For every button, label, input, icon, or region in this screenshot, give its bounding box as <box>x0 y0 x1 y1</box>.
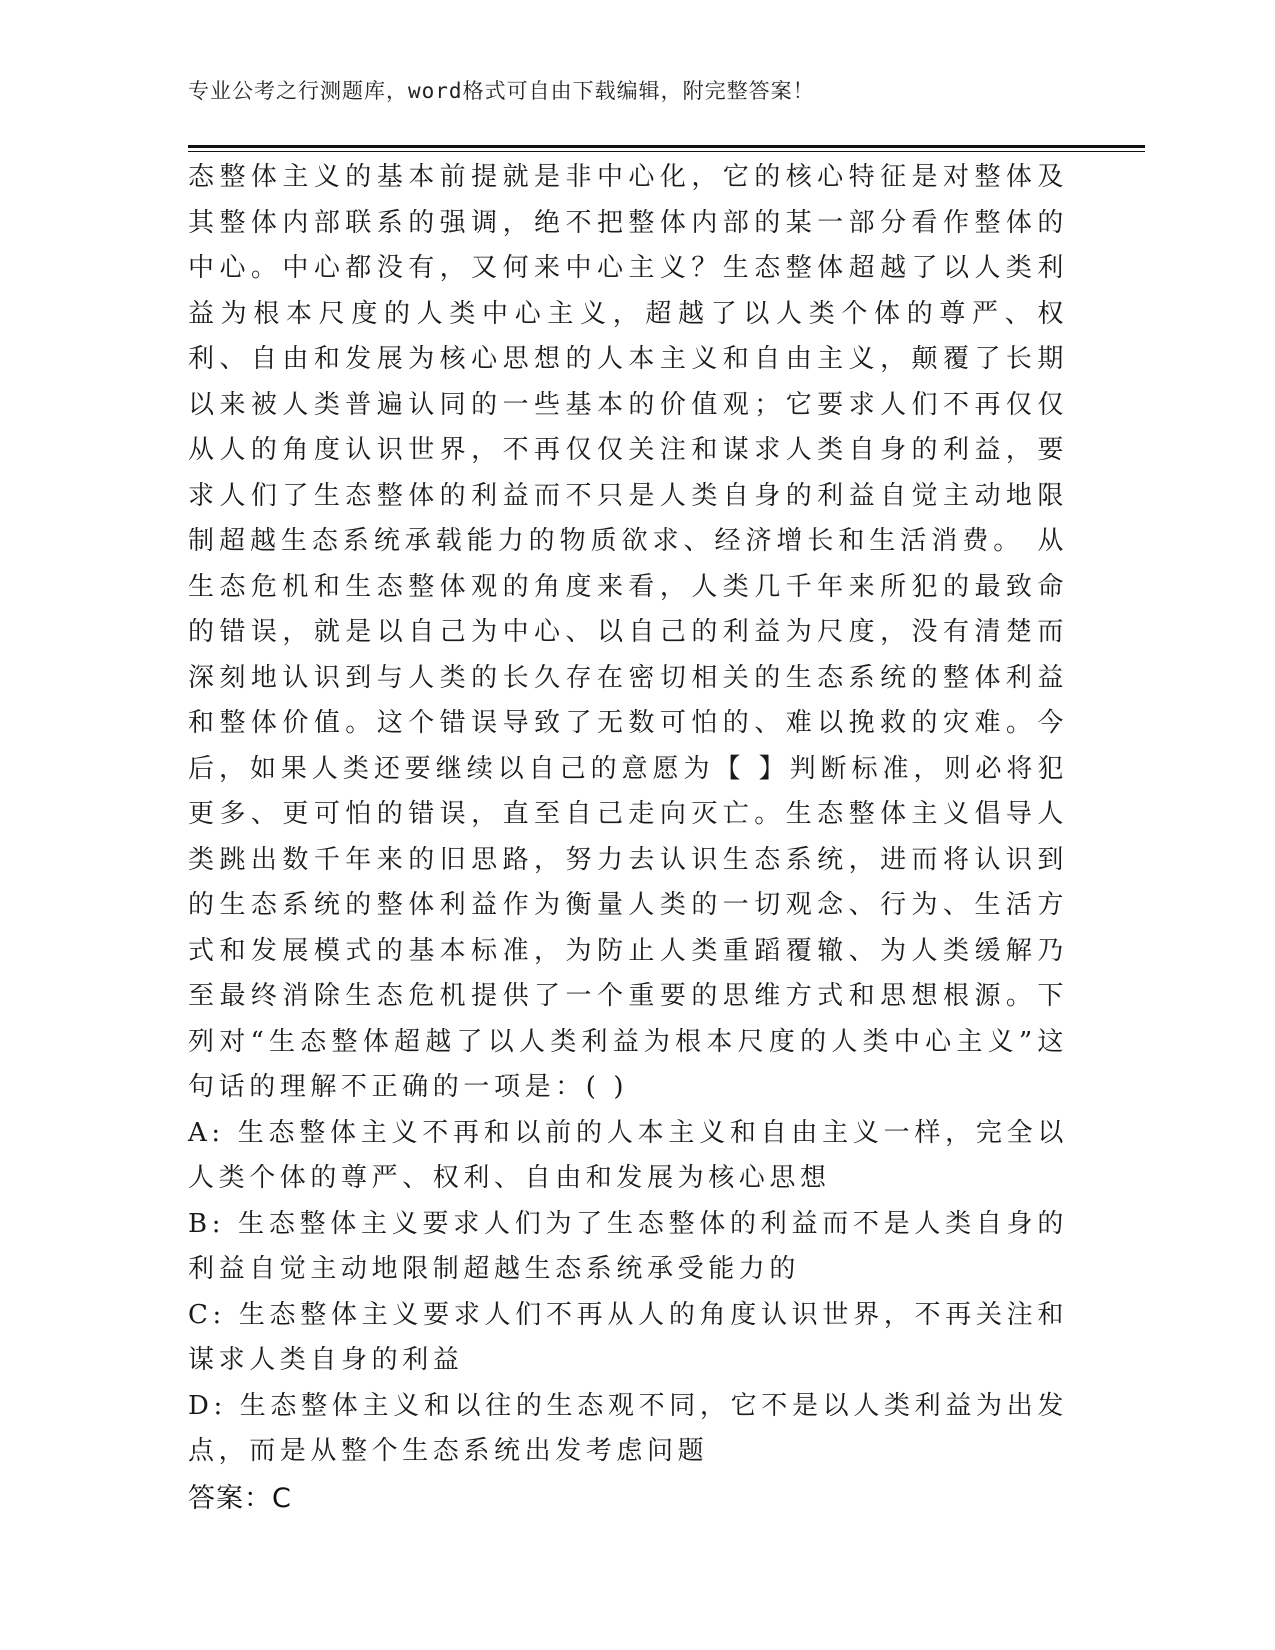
option-c: C: 生态整体主义要求人们不再从人的角度认识世界，不再关注和谋求人类自身的利益 <box>188 1299 1068 1375</box>
option-d: D: 生态整体主义和以往的生态观不同，它不是以人类利益为出发点，而是从整个生态系统出发考虑问题 <box>188 1390 1068 1466</box>
header-divider <box>188 145 1145 148</box>
option-b: B: 生态整体主义要求人们为了生态整体的利益而不是人类自身的利益自觉主动地限制超越生态系统承受能力的 <box>188 1208 1068 1284</box>
page-header: 专业公考之行测题库，word格式可自由下载编辑，附完整答案！ <box>188 79 815 103</box>
question-passage: 态整体主义的基本前提就是非中心化，它的核心特征是对整体及其整体内部联系的强调，绝不把整体内部的某一部分看作整体的中心。中心都没有，又何来中心主义？生态整体超越了以人类利益为根本尺度的人类中心主义，超越了以人类个体的尊严、权利、自由和发展为核心思想的人本主义和自由主义，颠覆了长期以来被人类普遍认同的一些基本的价值观；它要求人们不再仅仅从人的角度认识世界，不再仅仅关注和谋求人类自身的利益，要求人们了生态整体的利益而不只是人类自身的利益自觉主动地限制超越生态系统承载能力的物质欲求、经济增长和生活消费。 从生态危机和生态整体观的角度来看，人类几千年来所犯的最致命的错误，就是以自己为中心、以自己的利益为尺度，没有清楚而深刻地认识到与人类的长久存在密切相关的生态系统的整体利益和整体价值。这个错误导致了无数可怕的、难以挽救的灾难。今后，如果人类还要继续以自己的意愿为【 】判断标准，则必将犯更多、更可怕的错误，直至自己走向灭亡。生态整体主义倡导人类跳出数千年来的旧思路，努力去认识生态系统，进而将认识到的生态系统的整体利益作为衡量人类的一切观念、行为、生活方式和发展模式的基本标准，为防止人类重蹈覆辙、为人类缓解乃至最终消除生态危机提供了一个重要的思维方式和思想根源。下列对“生态整体超越了以人类利益为根本尺度的人类中心主义”这句话的理解不正确的一项是：( ) <box>188 162 1068 1102</box>
answer-line: 答案：C <box>188 1482 292 1514</box>
option-a: A: 生态整体主义不再和以前的人本主义和自由主义一样，完全以人类个体的尊严、权利、自由和发展为核心思想 <box>188 1117 1068 1193</box>
question-block <box>188 155 1068 1523</box>
header-divider-thin <box>188 151 1145 152</box>
